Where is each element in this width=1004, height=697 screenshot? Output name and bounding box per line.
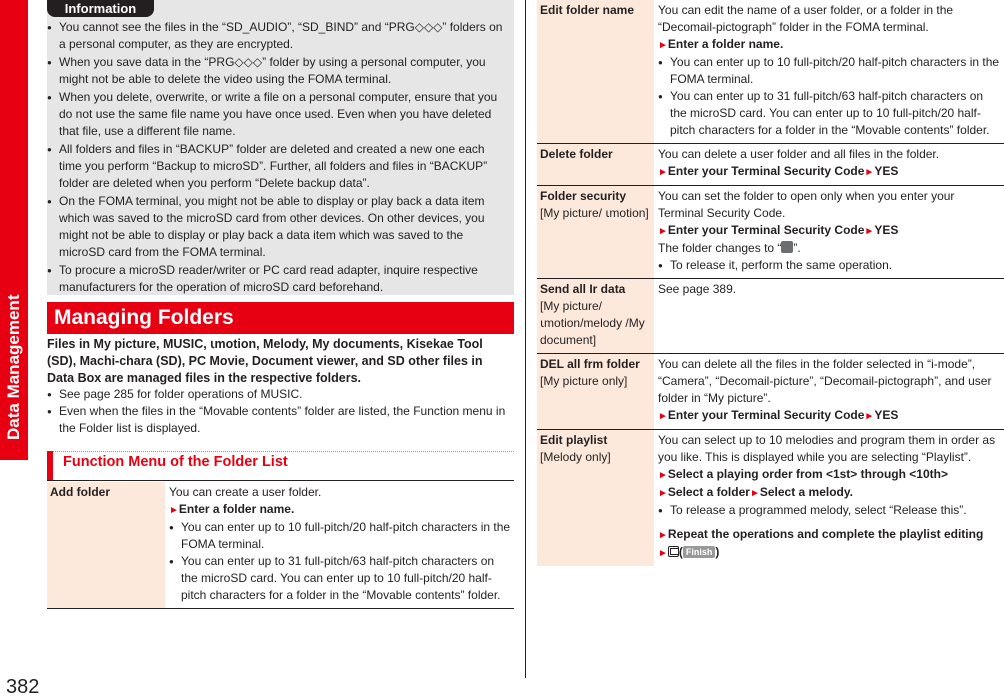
- step: ► Repeat the operations and complete the playlist editing: [658, 526, 1002, 544]
- step: ► Select a folder► Select a melody.: [658, 484, 1002, 502]
- information-list: [47, 18, 510, 296]
- row-bullet: ● You can enter up to 31 full-pitch/63 half-pitch characters on the microSD card. You can enter up to 10 full-pitch/20 half-pitch characters for a folder in the “Movable contents” folder.: [658, 88, 1002, 139]
- row-label: DEL all frm folder: [540, 357, 640, 371]
- row-text: You can create a user folder.: [169, 485, 322, 499]
- section-title: Managing Folders: [47, 302, 514, 334]
- information-item: ● When you save data in the “PRG◇◇◇” folder by using a personal computer, you might not be able to delete the video using the FOMA terminal.: [47, 53, 510, 88]
- step: ► Enter a folder name.: [658, 36, 1002, 54]
- folder-change-note: The folder changes to “ ”.: [658, 241, 801, 255]
- row-sublabel: [My picture only]: [540, 374, 628, 388]
- function-menu-title: Function Menu of the Folder List: [63, 454, 288, 470]
- row-text: You can delete all the files in the folder selected in “i-mode”, “Camera”, “Decomail-picture”, “Decomail-pictograph”, and user folder in “My picture”.: [658, 357, 992, 405]
- step: ► Enter your Terminal Security Code► YES: [658, 407, 1002, 425]
- heading-bar: [47, 451, 53, 481]
- row-sublabel: [Melody only]: [540, 450, 611, 464]
- row-label: Delete folder: [540, 147, 613, 161]
- table-row: [47, 482, 514, 609]
- row-bullet: ● You can enter up to 31 full-pitch/63 half-pitch characters on the microSD card. You can enter up to 10 full-pitch/20 half-pitch characters for a folder in the “Movable contents” folder.: [169, 553, 512, 604]
- page-number: 382: [6, 676, 40, 697]
- information-item: ● When you delete, overwrite, or write a file on a personal computer, ensure that you do not use the same file name you have once used. Even when you have deleted that file, use a different file name.: [47, 88, 510, 140]
- information-item: ● All folders and files in “BACKUP” folder are deleted and created a new one each time you perform “Backup to microSD”. Further, all folders and files in “BACKUP” folder are deleted when you perform “Delete backup data”.: [47, 140, 510, 192]
- finish-softkey: Finish: [683, 546, 716, 558]
- side-tab-label: Data Management: [4, 294, 23, 440]
- step: ► Enter your Terminal Security Code► YES: [658, 222, 1002, 240]
- row-label: Add folder: [50, 485, 110, 499]
- row-text: See page 389.: [658, 282, 737, 296]
- step: ► Enter a folder name.: [169, 501, 512, 519]
- table-row: [537, 430, 1004, 567]
- row-label: Send all Ir data: [540, 282, 626, 296]
- lead-paragraph: Files in My picture, MUSIC, ⍳motion, Melody, My documents, Kisekae Tool (SD), Machi-chara (SD), PC Movie, Document viewer, and SD other files in Data Box are managed files in the respective folders.: [47, 337, 483, 385]
- table-row: [537, 354, 1004, 430]
- note-item: ● Even when the files in the “Movable contents” folder are listed, the Function menu in the Folder list is displayed.: [47, 403, 510, 437]
- information-item: ● You cannot see the files in the “SD_AUDIO”, “SD_BIND” and “PRG◇◇◇” folders on a personal computer, as they are encrypted.: [47, 18, 510, 53]
- table-row: [537, 144, 1004, 186]
- row-bullet: ● You can enter up to 10 full-pitch/20 half-pitch characters in the FOMA terminal.: [658, 54, 1002, 88]
- function-table-right: [537, 0, 1004, 566]
- information-item: ● On the FOMA terminal, you might not be able to display or play back a data item which was saved to the microSD card from other devices. On other devices, you might not be able to display or play back a data item which was saved to the microSD card from the FOMA terminal.: [47, 192, 510, 261]
- row-bullet: ● To release it, perform the same operation.: [658, 257, 1002, 274]
- row-sublabel: [My picture/ ⍳motion]: [540, 206, 649, 220]
- step: ► Select a playing order from <1st> through <10th>: [658, 466, 1002, 484]
- information-item: ● To procure a microSD reader/writer or PC card read adapter, inquire respective manufacturers for the operation of microSD card beforehand.: [47, 261, 510, 296]
- notes-list: [47, 386, 510, 437]
- row-text: You can delete a user folder and all files in the folder.: [658, 147, 940, 161]
- row-label: Edit folder name: [540, 3, 635, 17]
- function-table-left: [47, 482, 514, 609]
- column-divider: [525, 0, 526, 678]
- side-tab: [0, 0, 28, 460]
- row-text: You can set the folder to open only when you enter your Terminal Security Code.: [658, 189, 955, 220]
- row-label: Folder security: [540, 189, 627, 203]
- table-row: [537, 0, 1004, 144]
- secret-folder-icon: [781, 241, 793, 253]
- row-sublabel: [My picture/ ⍳motion/melody /My document]: [540, 299, 645, 347]
- mail-key-icon: [668, 546, 679, 557]
- table-row: [537, 279, 1004, 354]
- row-bullet: ● To release a programmed melody, select “Release this”.: [658, 502, 1002, 519]
- table-row: [537, 186, 1004, 279]
- information-heading: Information: [47, 0, 154, 17]
- row-bullet: ● You can enter up to 10 full-pitch/20 half-pitch characters in the FOMA terminal.: [169, 519, 512, 553]
- finish-step: ► ( Finish ): [658, 544, 1002, 562]
- function-menu-heading: [47, 451, 514, 481]
- row-text: You can select up to 10 melodies and program them in order as you like. This is displayed while you are selecting “Playlist”.: [658, 433, 996, 464]
- step: ► Enter your Terminal Security Code► YES: [658, 163, 1002, 181]
- note-item: ● See page 285 for folder operations of MUSIC.: [47, 386, 510, 403]
- row-text: You can edit the name of a user folder, or a folder in the “Decomail-pictograph” folder in the FOMA terminal.: [658, 3, 954, 34]
- row-label: Edit playlist: [540, 433, 608, 447]
